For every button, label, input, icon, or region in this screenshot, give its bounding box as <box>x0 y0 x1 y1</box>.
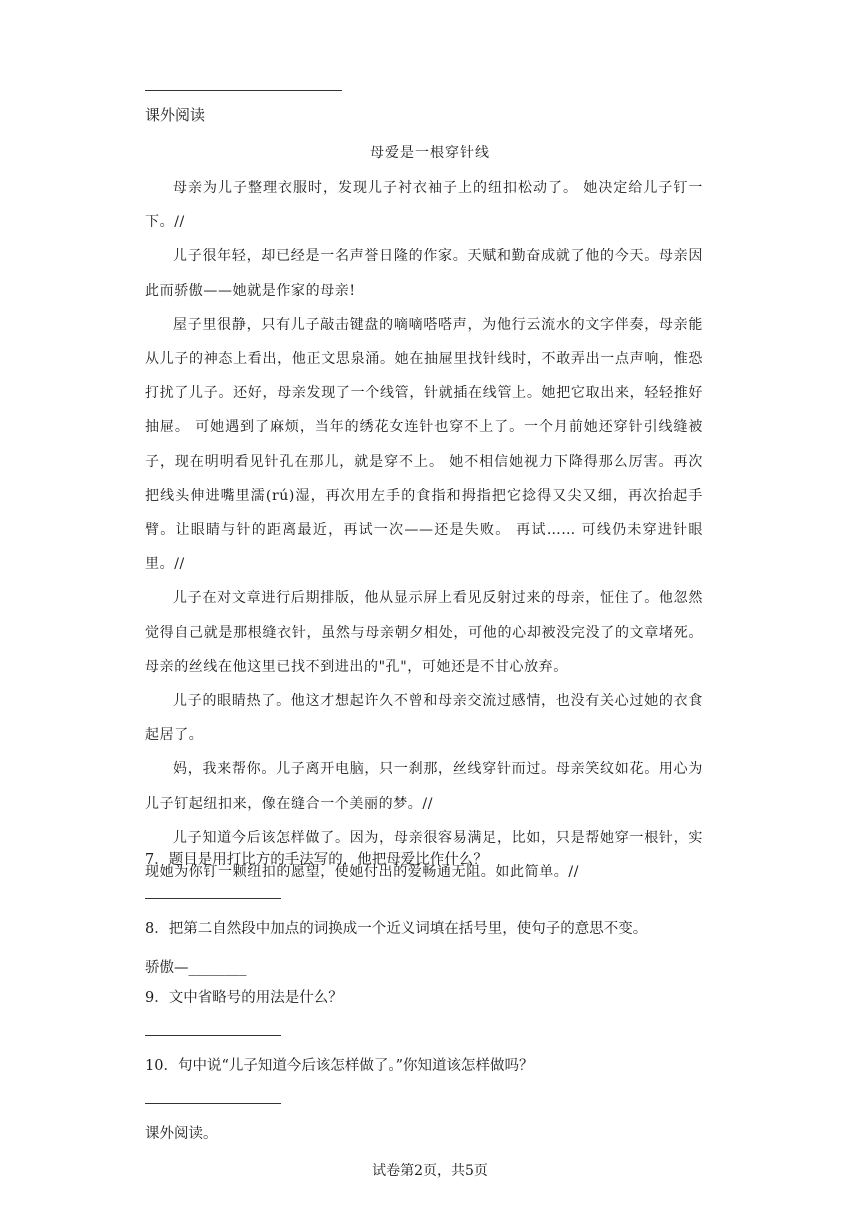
paragraph-2: 儿子很年轻，却已经是一名声誉日隆的作家。天赋和勤奋成就了他的今天。母亲因此而骄傲——她就是作家的母亲! <box>145 248 703 299</box>
page-footer: 试卷第2页，共5页 <box>372 1163 488 1179</box>
section-label: 课外阅读 <box>145 106 206 124</box>
paragraph-5: 儿子的眼睛热了。他这才想起许久不曾和母亲交流过感情，也没有关心过她的衣食起居了。 <box>145 693 703 744</box>
answer-line-9[interactable] <box>145 1035 281 1036</box>
question-10: 10．句中说“儿子知道今后该怎样做了。”你知道该怎样做吗？ <box>145 1058 534 1074</box>
question-9: 9．文中省略号的用法是什么？ <box>145 990 343 1006</box>
paragraph-4: 儿子在对文章进行后期排版，他从显示屏上看见反射过来的母亲，怔住了。他忽然觉得自己就是那根缝衣针，虽然与母亲朝夕相处，可他的心却被没完没了的文章堵死。母亲的丝线在他这里已找不到进出的"孔"，可她还是不甘心放弃。 <box>145 590 703 675</box>
article-title: 母爱是一根穿针线 <box>370 145 490 161</box>
paragraph-7: 儿子知道今后该怎样做了。因为，母亲很容易满足，比如，只是帮她穿一根针，实现她为你钉一颗纽扣的愿望，使她付出的爱畅通无阻。如此简单。// <box>145 829 703 881</box>
paragraph-1: 母亲为儿子整理衣服时，发现儿子衬衣袖子上的纽扣松动了。 她决定给儿子钉一下。// <box>145 180 703 231</box>
answer-line-top <box>145 90 342 91</box>
next-section-label: 课外阅读。 <box>145 1126 218 1142</box>
answer-line-7[interactable] <box>145 898 281 899</box>
paragraph-3: 屋子里很静，只有儿子敲击键盘的嘀嘀嗒嗒声，为他行云流水的文字伴奏，母亲能从儿子的神态上看出，他正文思泉涌。她在抽屉里找针线时，不敢弄出一点声响，惟恐打扰了儿子。还好，母亲发现了一个线管，针就插在线管上。她把它取出来，轻轻推好抽屉。 可她遇到了麻烦，当年的绣花女连针也穿不上了。一个月前她还穿针引线缝被子，现在明明看见针孔在那儿，就是穿不上。 她不相信她视力下降得那么厉害。再次把线头伸进嘴里濡(rú)湿，再次用左手的食指和拇指把它捻得又尖又细，再次抬起手臂。让眼睛与针的距离最近，再试一次——还是失败。 再试…… 可线仍未穿进针眼里。// <box>145 316 703 573</box>
article-body <box>145 171 703 889</box>
answer-line-10[interactable] <box>145 1103 281 1104</box>
question-8-blank[interactable]: 骄傲—________ <box>145 960 247 976</box>
question-8: 8．把第二自然段中加点的词换成一个近义词填在括号里，使句子的意思不变。 <box>145 921 648 937</box>
paragraph-6: 妈，我来帮你。儿子离开电脑，只一刹那，丝线穿针而过。母亲笑纹如花。用心为儿子钉起纽扣来，像在缝合一个美丽的梦。// <box>145 761 703 812</box>
question-7: 7．题目是用打比方的手法写的，他把母爱比作什么？ <box>145 852 488 868</box>
